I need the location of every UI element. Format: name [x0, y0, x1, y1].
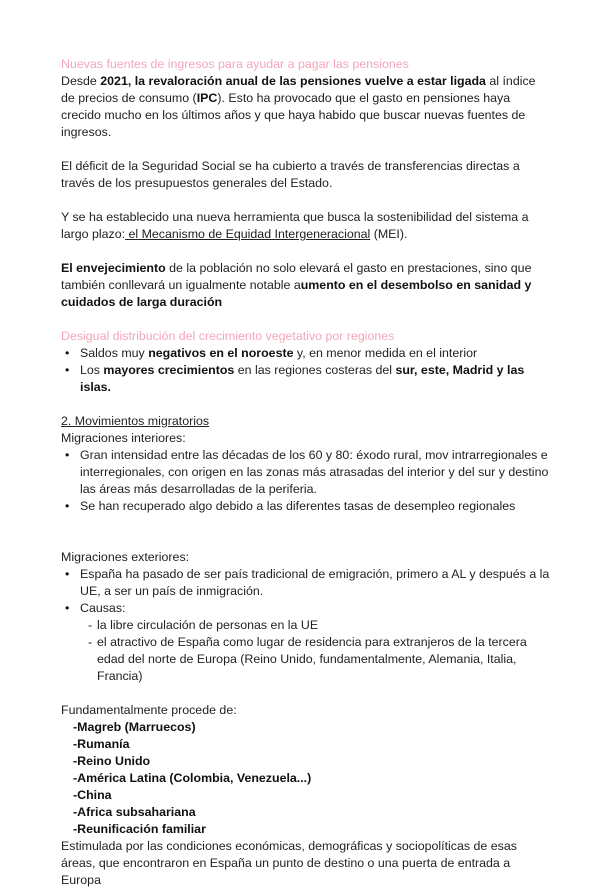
list-item: • Se han recuperado algo debido a las diferentes tasas de desempleo regionales	[61, 498, 551, 515]
text: la libre circulación de personas en la UE	[97, 618, 319, 632]
exteriores-list	[61, 566, 551, 617]
section-heading-pensiones: Nuevas fuentes de ingresos para ayudar a pagar las pensiones	[61, 57, 409, 71]
regiones-list	[61, 345, 551, 396]
procedencia-list	[61, 719, 551, 838]
causas-list	[61, 617, 551, 685]
paragraph-envejecimiento	[61, 260, 551, 311]
text: en las regiones costeras del	[234, 363, 396, 377]
list-item	[61, 617, 551, 634]
text: ). Esto ha provocado que el gasto en pensiones haya crecido mucho en los últimos años y que haya habido que buscar nuevas fuentes de ingresos.	[61, 91, 526, 139]
text: América Latina (Colombia, Venezuela...)	[77, 771, 312, 785]
text: Desde	[61, 74, 101, 88]
spacer	[61, 685, 551, 702]
procedencia-label: Fundamentalmente procede de:	[61, 703, 237, 717]
text: (MEI).	[370, 227, 408, 241]
dash-marker: -	[88, 635, 93, 649]
text: de la población no solo elevará el gasto en prestaciones, sino que también conllevará un igualmente notable a	[61, 261, 532, 292]
closing-paragraph: Estimulada por las condiciones económicas, demográficas y sociopolíticas de esas áreas, que encontraron en España un punto de destino o una puerta de entrada a Europa	[61, 839, 517, 887]
text: Africa subsahariana	[77, 805, 196, 819]
list-item: • España ha pasado de ser país tradicional de emigración, primero a AL y después a la UE, a ser un país de inmigración.	[61, 566, 551, 600]
list-item: -Rumanía	[73, 737, 130, 751]
bold-text: negativos en el noroeste	[148, 346, 294, 360]
text: y, en menor medida en el interior	[293, 346, 478, 360]
bold-text: 2021, la revaloración anual de las pensiones vuelve a estar ligada	[100, 74, 486, 88]
migraciones-exteriores-label: Migraciones exteriores:	[61, 550, 190, 564]
causas-label: Causas:	[80, 601, 126, 615]
spacer	[61, 141, 551, 158]
spacer	[61, 515, 551, 532]
migraciones-interiores-label: Migraciones interiores:	[61, 431, 186, 445]
bold-text: IPC	[196, 91, 218, 105]
list-item	[61, 600, 551, 617]
paragraph-revalorizacion	[61, 73, 551, 141]
text: al índice de precios de consumo (	[61, 74, 536, 105]
section-heading-migratorios: 2. Movimientos migratorios	[61, 414, 210, 428]
dash-marker: -	[88, 618, 93, 632]
spacer	[61, 192, 551, 209]
bold-text: mayores crecimientos	[103, 363, 235, 377]
spacer	[61, 532, 551, 549]
text: Saldos muy	[80, 346, 149, 360]
paragraph-mei	[61, 209, 551, 243]
text: Reino Unido	[77, 754, 151, 768]
text: Rumanía	[77, 737, 130, 751]
text: China	[77, 788, 112, 802]
list-item: • Gran intensidad entre las décadas de los 60 y 80: éxodo rural, mov intrarregionales e interregionales, con origen en las zonas más atrasadas del interior y del sur y destino las áreas más desarrolladas de la periferia.	[61, 447, 551, 498]
list-item: -China	[73, 788, 112, 802]
text: Los	[80, 363, 104, 377]
spacer	[61, 311, 551, 328]
list-item: -Reino Unido	[73, 754, 151, 768]
list-item: -América Latina (Colombia, Venezuela...)	[73, 771, 312, 785]
list-item: -Magreb (Marruecos)	[73, 720, 196, 734]
spacer	[61, 243, 551, 260]
text: Magreb (Marruecos)	[77, 720, 196, 734]
section-heading-desigual: Desigual distribución del crecimiento vegetativo por regiones	[61, 329, 395, 343]
paragraph-deficit: El déficit de la Seguridad Social se ha cubierto a través de transferencias directas a través de los presupuestos generales del Estado.	[61, 159, 520, 190]
text: el atractivo de España como lugar de residencia para extranjeros de la tercera edad del norte de Europa (Reino Unido, fundamentalmente, Alemania, Italia, Francia)	[97, 635, 527, 683]
document-content	[61, 56, 551, 889]
text: Reunificación familiar	[77, 822, 206, 836]
list-item	[61, 345, 551, 362]
spacer	[61, 396, 551, 413]
bold-text: sur, este, Madrid y las islas.	[80, 363, 525, 394]
bold-text: umento en el desembolso en sanidad y cuidados de larga duración	[61, 278, 532, 309]
bold-text: El envejecimiento	[61, 261, 166, 275]
list-item	[61, 362, 551, 396]
list-item	[61, 634, 551, 685]
text: Y se ha establecido una nueva herramienta que busca la sostenibilidad del sistema a largo plazo:	[61, 210, 529, 241]
underlined-text: el Mecanismo de Equidad Intergeneracional	[125, 227, 371, 241]
list-item: -Africa subsahariana	[73, 805, 196, 819]
list-item: -Reunificación familiar	[73, 822, 206, 836]
interiores-list	[61, 447, 551, 515]
